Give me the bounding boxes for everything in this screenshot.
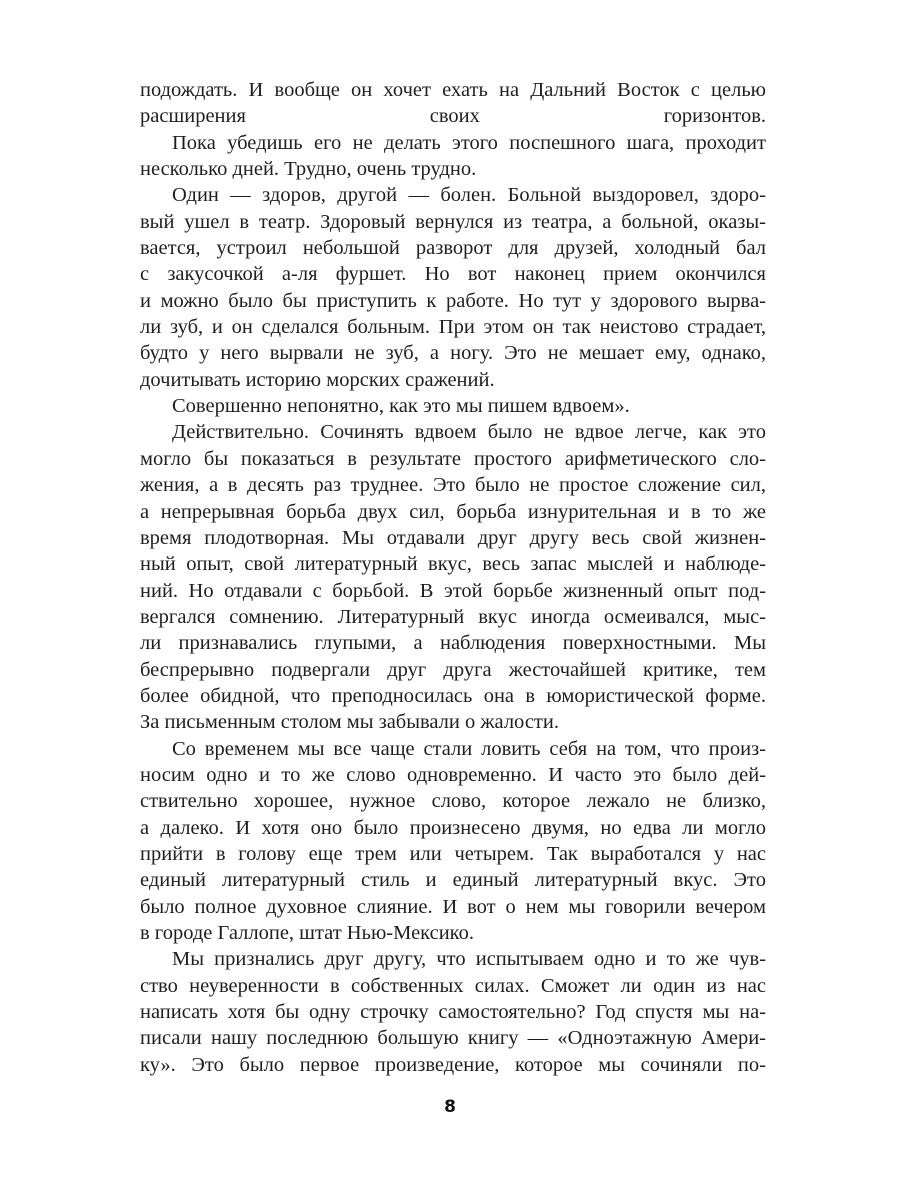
text-line: Мы признались друг другу, что испытываем одно и то же чув- — [172, 948, 766, 971]
paragraph — [140, 946, 766, 1078]
paragraph — [140, 77, 766, 130]
text-line: Со временем мы все чаще стали ловить себя на том, что произ- — [172, 737, 766, 760]
paragraph — [140, 393, 766, 419]
text-line: ли признавались глупыми, а наблюдения поверхностными. Мы — [140, 632, 766, 655]
text-line: и можно было бы приступить к работе. Но тут у здорового вырва- — [140, 289, 766, 312]
text-line: единый литературный стиль и единый литературный вкус. Это — [140, 869, 766, 892]
paragraph — [140, 736, 766, 947]
text-line: Совершенно непонятно, как это мы пишем вдвоем». — [172, 395, 630, 418]
text-line: с закусочкой а-ля фуршет. Но вот наконец прием окончился — [140, 263, 766, 286]
text-line: вергался сомнению. Литературный вкус иногда осмеивался, мыс- — [140, 605, 766, 628]
text-line: написать хотя бы одну строчку самостоятельно? Год спустя мы на- — [140, 1001, 766, 1024]
text-line: ний. Но отдавали с борьбой. В этой борьбе жизненный опыт под- — [140, 579, 766, 602]
text-line: ли зуб, и он сделался больным. При этом он так неистово страдает, — [140, 316, 766, 339]
text-line: носим одно и то же слово одновременно. И часто это было дей- — [140, 763, 766, 786]
text-line: Пока убедишь его не делать этого поспешного шага, проходит — [172, 131, 766, 154]
text-line: дочитывать историю морских сражений. — [140, 368, 495, 391]
text-line: беспрерывно подвергали друг друга жесточайшей критике, тем — [140, 658, 766, 681]
text-line: Один — здоров, другой — болен. Больной выздоровел, здоро- — [172, 184, 766, 207]
page-number: 8 — [444, 1097, 456, 1117]
paragraph — [140, 419, 766, 735]
page-body-text — [140, 77, 766, 1078]
text-line: прийти в голову еще трем или четырем. Так выработался у нас — [140, 842, 766, 865]
text-line: могло бы показаться в результате простого арифметического сло- — [140, 447, 766, 470]
paragraph — [140, 182, 766, 393]
text-line: ку». Это было первое произведение, которое мы сочиняли по- — [140, 1053, 766, 1076]
text-line: писали нашу последнюю большую книгу — «Одноэтажную Амери- — [140, 1027, 766, 1050]
text-line: было полное духовное слияние. И вот о нем мы говорили вечером — [140, 895, 766, 918]
text-line: а далеко. И хотя оно было произнесено двумя, но едва ли могло — [140, 816, 766, 839]
text-line: ство неуверенности в собственных силах. Сможет ли один из нас — [140, 974, 766, 997]
paragraph — [140, 130, 766, 183]
text-line: несколько дней. Трудно, очень трудно. — [140, 158, 477, 181]
text-line: вается, устроил небольшой разворот для друзей, холодный бал — [140, 237, 766, 260]
text-line: За письменным столом мы забывали о жалости. — [140, 711, 559, 734]
text-line: жения, а в десять раз труднее. Это было не простое сложение сил, — [140, 474, 766, 497]
text-line: Действительно. Сочинять вдвоем было не вдвое легче, как это — [172, 421, 766, 444]
text-line: более обидной, что преподносилась она в юмористической форме. — [140, 684, 766, 707]
text-line: ный опыт, свой литературный вкус, весь запас мыслей и наблюде- — [140, 553, 766, 576]
text-line: вый ушел в театр. Здоровый вернулся из театра, а больной, оказы- — [140, 210, 766, 233]
text-line: в городе Галлопе, штат Нью-Мексико. — [140, 922, 474, 944]
text-line: расширения своих горизонтов. — [140, 105, 766, 128]
text-line: ствительно хорошее, нужное слово, которое лежало не близко, — [140, 790, 766, 813]
text-line: будто у него вырвали не зуб, а ногу. Это не мешает ему, однако, — [140, 342, 766, 365]
text-line: время плодотворная. Мы отдавали друг другу весь свой жизнен- — [140, 526, 766, 549]
text-line: а непрерывная борьба двух сил, борьба изнурительная и в то же — [140, 500, 766, 523]
text-line: подождать. И вообще он хочет ехать на Дальний Восток с целью — [140, 79, 766, 101]
